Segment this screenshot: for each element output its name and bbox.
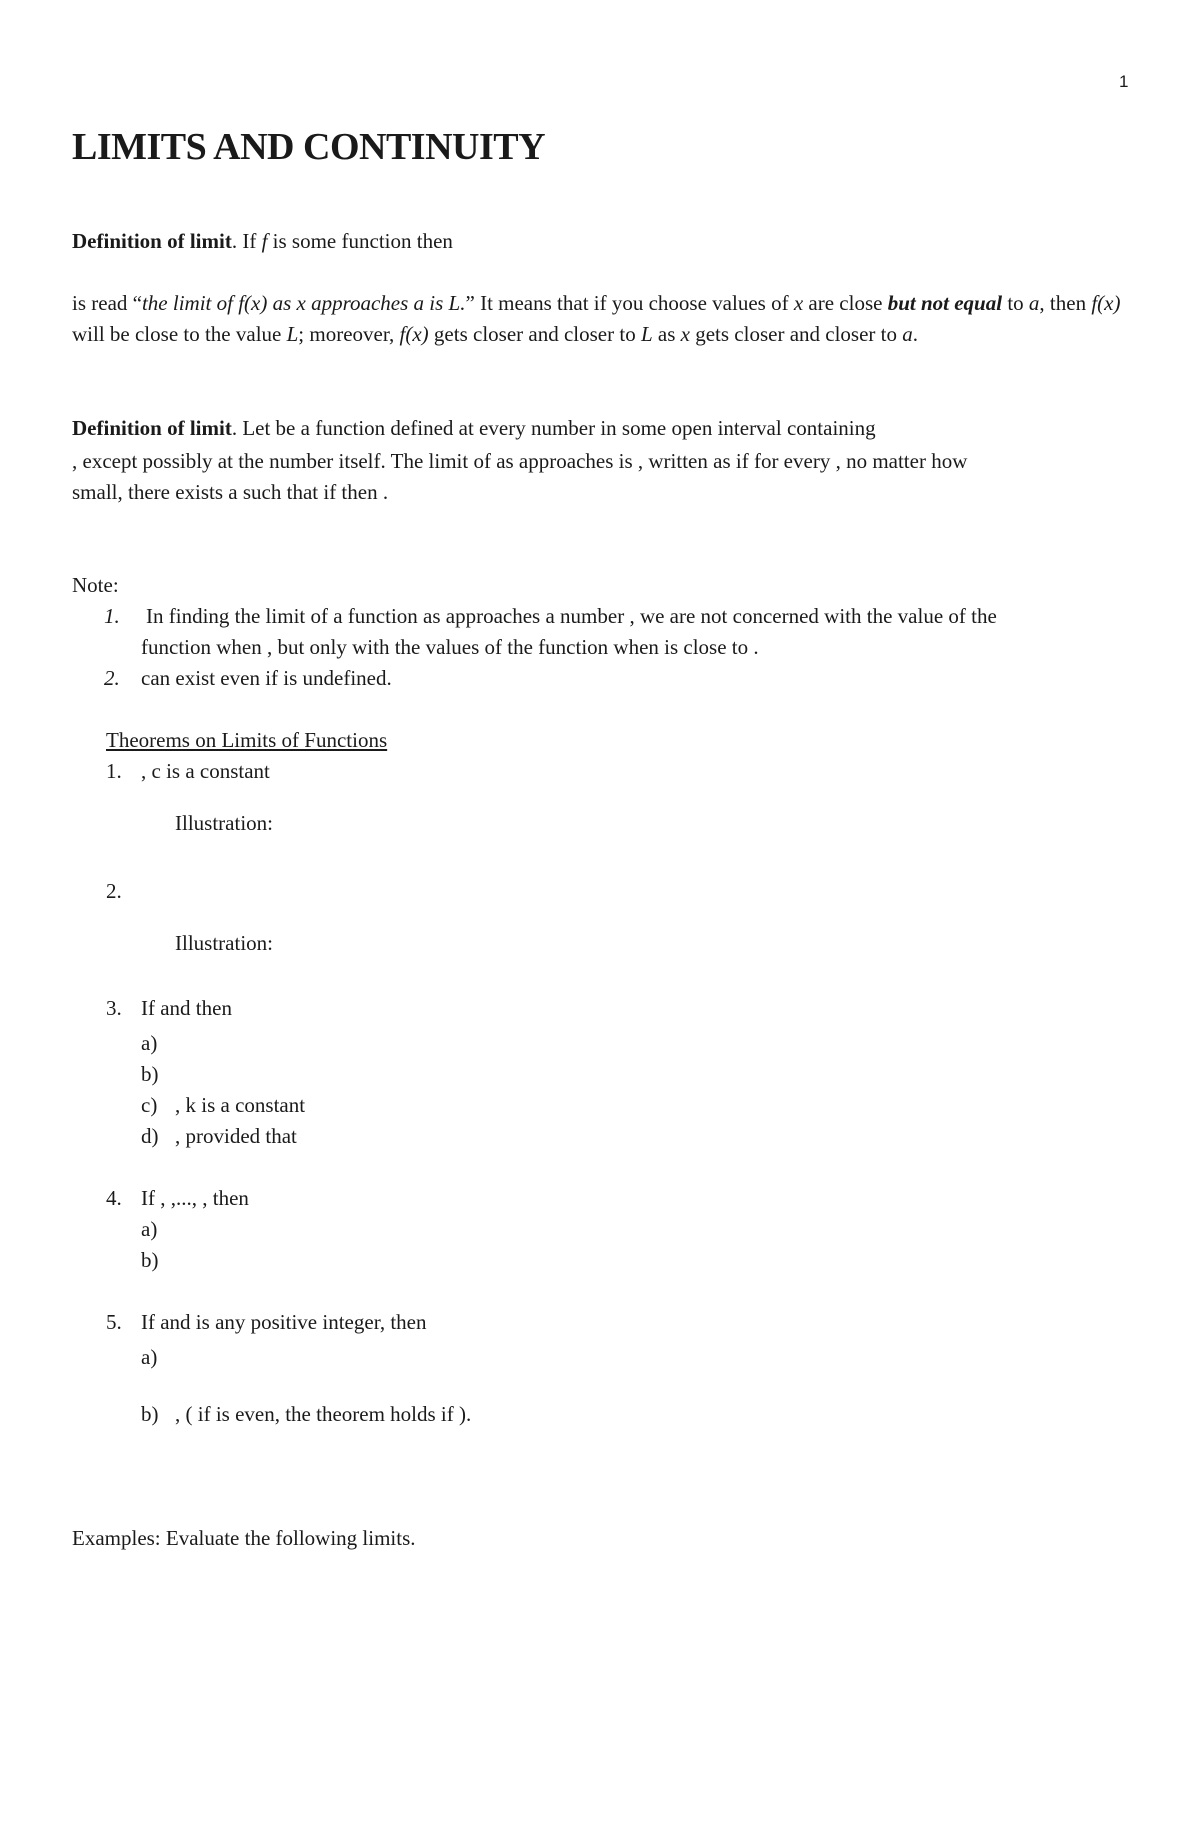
definition-label: Definition of limit (72, 229, 232, 253)
theorem-text: , c is a constant (141, 759, 270, 783)
definition-label: Definition of limit (72, 416, 232, 440)
note-item-text: function when , but only with the values of the function when is close to . (141, 635, 759, 659)
limit-explanation-paragraph: is read “the limit of f(x) as x approaches a is L.” It means that if you choose values of x are close but not equal to a, then f(x) will be close to the value L; moreover, f(x) gets closer and closer to L as x gets closer and closer to a. (72, 291, 1121, 346)
theorem-number: 4. (106, 1186, 122, 1210)
sub-item-marker: b) (141, 1062, 159, 1086)
examples-heading: Examples: Evaluate the following limits. (72, 1526, 416, 1550)
theorem-illustration: Illustration: (175, 931, 273, 955)
theorem-number: 1. (106, 759, 122, 783)
theorem-text: If and then (141, 996, 232, 1020)
sub-item-marker: a) (141, 1217, 158, 1241)
note-item-marker: 2. (104, 666, 120, 690)
sub-item-marker: d) (141, 1124, 159, 1148)
note-item-marker: 1. (104, 604, 120, 628)
sub-item-marker: b) (141, 1248, 159, 1272)
sub-item-text: , provided that (175, 1124, 297, 1148)
sub-item-text: , ( if is even, the theorem holds if ). (175, 1402, 472, 1426)
sub-item-text: , k is a constant (175, 1093, 306, 1117)
theorems-heading: Theorems on Limits of Functions (106, 728, 388, 752)
sub-item-marker: b) (141, 1402, 159, 1426)
sub-item-marker: a) (141, 1345, 158, 1369)
theorem-text: If , ,..., , then (141, 1186, 249, 1210)
theorem-number: 5. (106, 1310, 122, 1334)
theorem-text: If and is any positive integer, then (141, 1310, 427, 1334)
definition-text: is some function then (267, 229, 453, 253)
emphasis-but-not-equal: but not equal (887, 291, 1003, 315)
sub-item-marker: c) (141, 1093, 158, 1117)
page-number: 1 (1119, 72, 1129, 91)
theorem-illustration: Illustration: (175, 811, 273, 835)
definition-limit-1 (72, 226, 453, 257)
function-symbol: f (261, 229, 268, 253)
definition-limit-2-line-2: , except possibly at the number itself. The limit of as approaches is , written as if for every , no matter how (72, 449, 968, 473)
definition-limit-2-line-3: small, there exists a such that if then . (72, 480, 389, 504)
note-item-text: In finding the limit of a function as approaches a number , we are not concerned with the value of the (146, 604, 997, 628)
sub-item-marker: a) (141, 1031, 158, 1055)
theorem-number: 3. (106, 996, 122, 1020)
page-title: LIMITS AND CONTINUITY (72, 126, 546, 168)
note-item-text: can exist even if is undefined. (141, 666, 392, 690)
note-label: Note: (72, 573, 119, 597)
theorem-number: 2. (106, 879, 122, 903)
definition-limit-2-line-1: Definition of limit. Let be a function defined at every number in some open interval containing (72, 416, 876, 440)
definition-text: . If (231, 229, 262, 253)
